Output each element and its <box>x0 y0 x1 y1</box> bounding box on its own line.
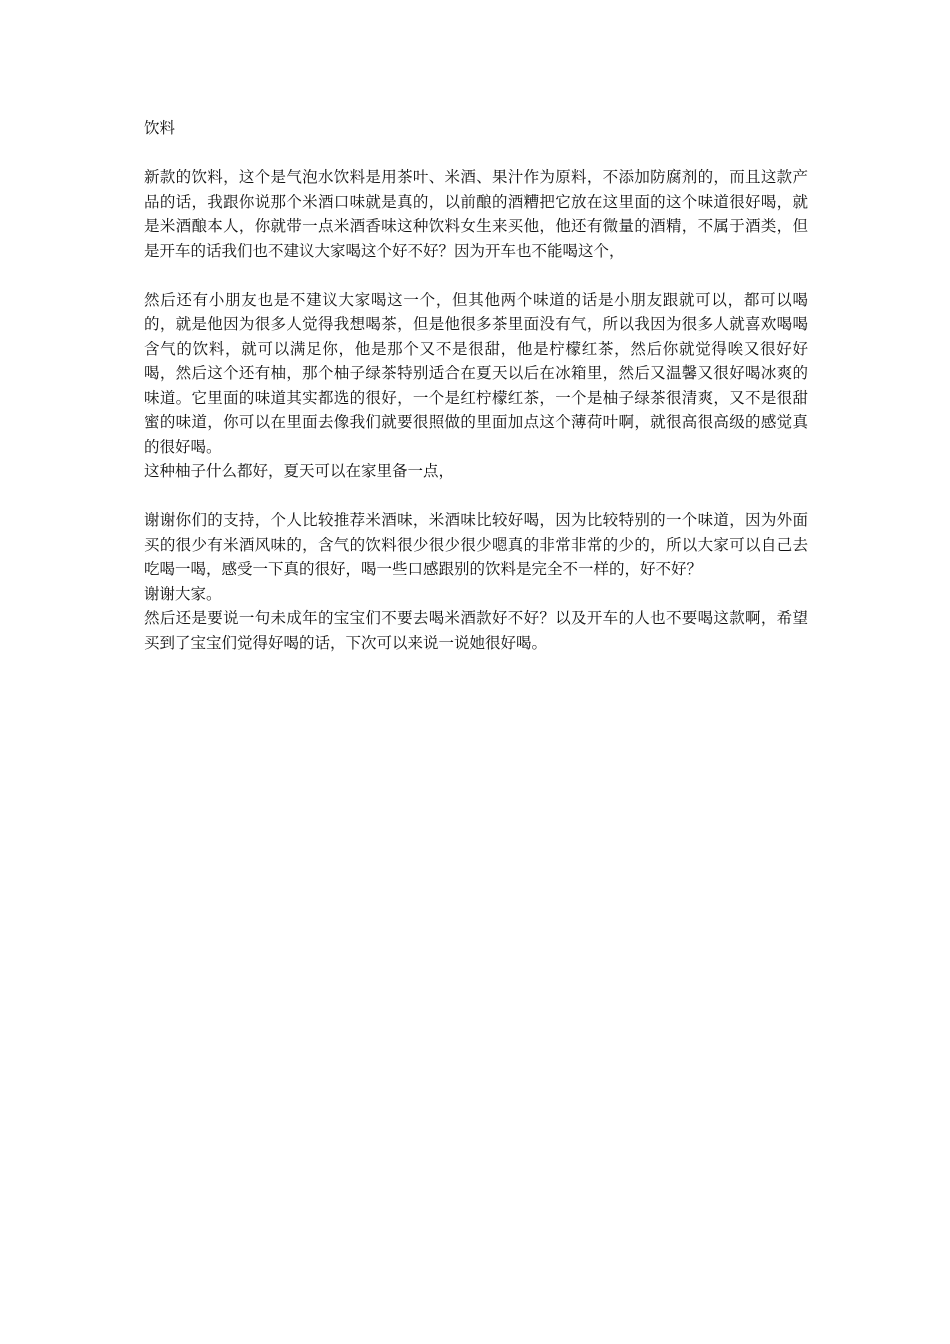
paragraph-spacer <box>144 484 808 509</box>
document-body <box>144 116 808 655</box>
paragraph-1: 新款的饮料，这个是气泡水饮料是用茶叶、米酒、果汁作为原料，不添加防腐剂的，而且这款产品的话，我跟你说那个米酒口味就是真的，以前酿的酒糟把它放在这里面的这个味道很好喝，就是米酒酿本人，你就带一点米酒香味这种饮料女生来买他，他还有微量的酒精，不属于酒类，但是开车的话我们也不建议大家喝这个好不好？因为开车也不能喝这个， <box>144 168 808 260</box>
paragraph-spacer <box>144 263 808 288</box>
paragraph-5: 谢谢大家。 <box>144 584 222 603</box>
paragraph-3: 这种柚子什么都好，夏天可以在家里备一点， <box>144 462 455 480</box>
paragraph-2: 然后还有小朋友也是不建议大家喝这一个，但其他两个味道的话是小朋友跟就可以，都可以喝的，就是他因为很多人觉得我想喝茶，但是他很多茶里面没有气，所以我因为很多人就喜欢喝喝含气的饮料，就可以满足你，他是那个又不是很甜，他是柠檬红茶，然后你就觉得唉又很好好喝，然后这个还有柚，那个柚子绿茶特别适合在夏天以后在冰箱里，然后又温馨又很好喝冰爽的味道。它里面的味道其实都选的很好，一个是红柠檬红茶，一个是柚子绿茶很清爽，又不是很甜蜜的味道，你可以在里面去像我们就要很照做的里面加点这个薄荷叶啊，就很高很高级的感觉真的很好喝。 <box>144 290 808 456</box>
paragraph-4: 谢谢你们的支持，个人比较推荐米酒味，米酒味比较好喝，因为比较特别的一个味道，因为外面买的很少有米酒风味的，含气的饮料很少很少很少嗯真的非常非常的少的，所以大家可以自己去吃喝一喝，感受一下真的很好，喝一些口感跟别的饮料是完全不一样的，好不好？ <box>144 511 808 578</box>
paragraph-6: 然后还是要说一句未成年的宝宝们不要去喝米酒款好不好？以及开车的人也不要喝这款啊，希望买到了宝宝们觉得好喝的话，下次可以来说一说她很好喝。 <box>144 609 808 652</box>
paragraph-spacer <box>144 141 808 166</box>
document-title: 饮料 <box>144 119 176 137</box>
